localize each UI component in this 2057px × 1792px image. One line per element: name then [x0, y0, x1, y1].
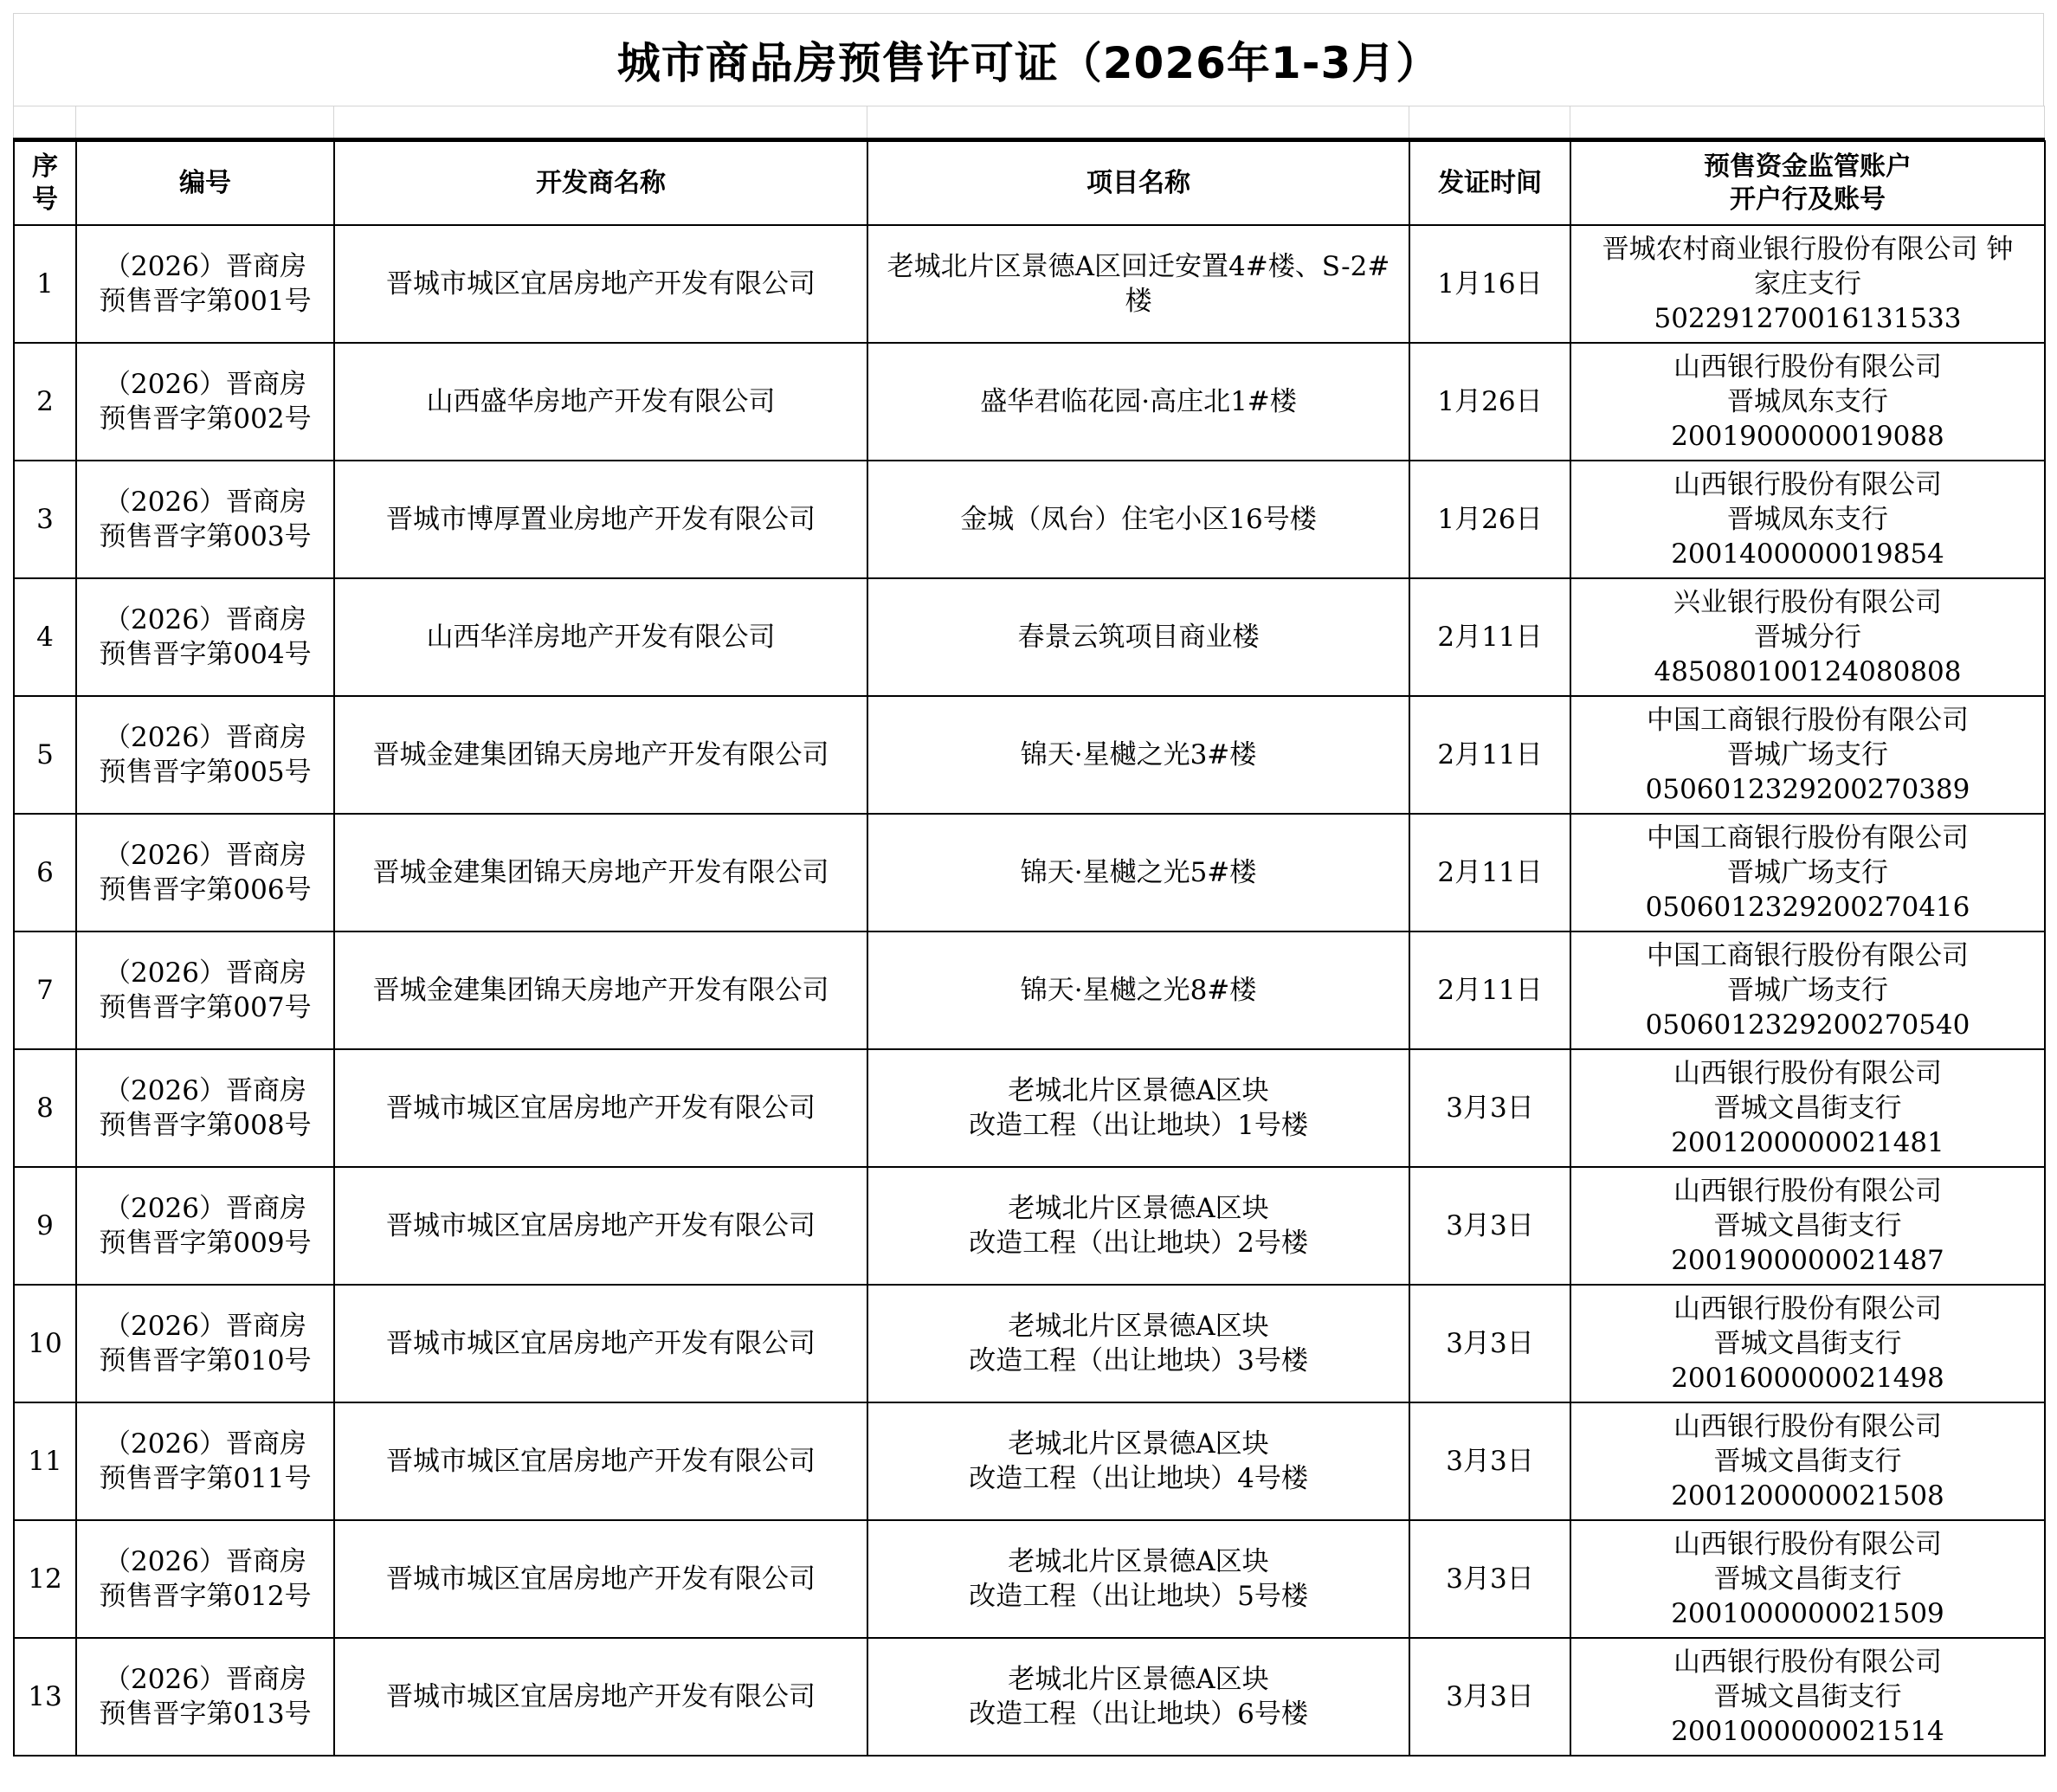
cell-project — [867, 1167, 1409, 1285]
cell-project-line: 老城北片区景德A区块 — [1008, 1311, 1269, 1342]
cell-project — [867, 696, 1409, 814]
cell-issue-date: 3月3日 — [1409, 1638, 1570, 1756]
table-row — [14, 1167, 2045, 1285]
cell-project-line: 改造工程（出让地块）5号楼 — [969, 1581, 1308, 1612]
cell-number — [76, 225, 334, 343]
cell-number-line: （2026）晋商房 — [104, 1664, 306, 1695]
table-row — [14, 1402, 2045, 1520]
cell-number-line: 预售晋字第013号 — [99, 1699, 312, 1730]
cell-serial: 5 — [14, 696, 76, 814]
table-row — [14, 578, 2045, 696]
cell-number-line: 预售晋字第010号 — [99, 1345, 312, 1376]
cell-account-line: 山西银行股份有限公司 — [1673, 351, 1942, 383]
table-row — [14, 696, 2045, 814]
cell-account-line: 2001000000021514 — [1671, 1716, 1944, 1747]
cell-serial: 3 — [14, 461, 76, 578]
table-row — [14, 1285, 2045, 1402]
cell-serial: 4 — [14, 578, 76, 696]
cell-account-line: 晋城分行 — [1754, 622, 1861, 653]
cell-issue-date: 3月3日 — [1409, 1167, 1570, 1285]
cell-project — [867, 225, 1409, 343]
cell-issue-date: 2月11日 — [1409, 814, 1570, 931]
cell-serial: 12 — [14, 1520, 76, 1638]
cell-issue-date: 1月16日 — [1409, 225, 1570, 343]
cell-developer: 晋城市城区宜居房地产开发有限公司 — [334, 1167, 867, 1285]
cell-developer: 晋城市城区宜居房地产开发有限公司 — [334, 1402, 867, 1520]
table-row — [14, 1049, 2045, 1167]
cell-project-line: 改造工程（出让地块）2号楼 — [969, 1228, 1308, 1259]
cell-account — [1570, 696, 2045, 814]
cell-developer: 晋城金建集团锦天房地产开发有限公司 — [334, 814, 867, 931]
cell-number — [76, 578, 334, 696]
cell-developer: 山西盛华房地产开发有限公司 — [334, 343, 867, 461]
cell-number-line: 预售晋字第007号 — [99, 992, 312, 1023]
cell-project — [867, 1520, 1409, 1638]
cell-account-line: 0506012329200270389 — [1645, 774, 1970, 805]
cell-number — [76, 343, 334, 461]
cell-project — [867, 1049, 1409, 1167]
cell-number-line: 预售晋字第006号 — [99, 874, 312, 906]
cell-number — [76, 696, 334, 814]
cell-project-line: 金城（凤台）住宅小区16号楼 — [960, 504, 1317, 535]
cell-serial: 6 — [14, 814, 76, 931]
cell-account-line: 山西银行股份有限公司 — [1673, 1529, 1942, 1560]
cell-project-line: 锦天·星樾之光8#楼 — [1020, 975, 1257, 1006]
cell-project-line: 锦天·星樾之光5#楼 — [1020, 857, 1257, 888]
cell-project-line: 老城北片区景德A区块 — [1008, 1546, 1269, 1577]
cell-developer: 晋城金建集团锦天房地产开发有限公司 — [334, 931, 867, 1049]
cell-developer: 山西华洋房地产开发有限公司 — [334, 578, 867, 696]
cell-number-line: 预售晋字第008号 — [99, 1110, 312, 1141]
cell-project — [867, 814, 1409, 931]
header-number: 编号 — [76, 141, 334, 225]
cell-project-line: 老城北片区景德A区块 — [1008, 1193, 1269, 1224]
cell-project-line: 改造工程（出让地块）6号楼 — [969, 1699, 1308, 1730]
cell-account-line: 晋城广场支行 — [1727, 739, 1888, 770]
cell-issue-date: 2月11日 — [1409, 578, 1570, 696]
cell-account-line: 485080100124080808 — [1654, 656, 1962, 687]
cell-serial: 10 — [14, 1285, 76, 1402]
cell-project — [867, 578, 1409, 696]
cell-serial: 13 — [14, 1638, 76, 1756]
cell-project-line: 春景云筑项目商业楼 — [1017, 622, 1260, 653]
cell-serial: 7 — [14, 931, 76, 1049]
cell-account-line: 山西银行股份有限公司 — [1673, 1293, 1942, 1325]
cell-account-line: 家庄支行 — [1754, 268, 1861, 300]
cell-project-line: 老城北片区景德A区回迁安置4#楼、S-2# — [887, 251, 1390, 282]
cell-number-line: 预售晋字第003号 — [99, 521, 312, 552]
header-account: 预售资金监管账户 开户行及账号 — [1570, 141, 2045, 225]
table-row — [14, 931, 2045, 1049]
cell-account-line: 0506012329200270540 — [1645, 1009, 1970, 1041]
cell-project-line: 楼 — [1125, 286, 1152, 317]
cell-account-line: 2001900000021487 — [1671, 1245, 1944, 1276]
cell-account-line: 2001400000019854 — [1671, 538, 1944, 570]
cell-account-line: 晋城凤东支行 — [1727, 386, 1888, 417]
cell-account — [1570, 1049, 2045, 1167]
cell-number-line: 预售晋字第009号 — [99, 1228, 312, 1259]
cell-number-line: 预售晋字第005号 — [99, 757, 312, 788]
cell-project — [867, 931, 1409, 1049]
permit-table — [13, 106, 2045, 140]
cell-account — [1570, 931, 2045, 1049]
cell-number-line: （2026）晋商房 — [104, 1193, 306, 1224]
cell-number-line: 预售晋字第011号 — [99, 1463, 312, 1494]
cell-account — [1570, 1167, 2045, 1285]
table-body — [14, 225, 2045, 1756]
spacer-row — [14, 106, 2045, 139]
cell-number-line: （2026）晋商房 — [104, 957, 306, 989]
cell-number — [76, 1049, 334, 1167]
cell-number — [76, 1285, 334, 1402]
cell-account — [1570, 1638, 2045, 1756]
cell-project-line: 锦天·星樾之光3#楼 — [1020, 739, 1257, 770]
cell-account — [1570, 1520, 2045, 1638]
cell-developer: 晋城市城区宜居房地产开发有限公司 — [334, 1049, 867, 1167]
cell-account-line: 晋城文昌街支行 — [1713, 1563, 1902, 1595]
cell-account-line: 晋城广场支行 — [1727, 857, 1888, 888]
cell-number-line: （2026）晋商房 — [104, 840, 306, 871]
cell-account-line: 中国工商银行股份有限公司 — [1647, 705, 1969, 736]
sheet-title: 城市商品房预售许可证（2026年1-3月） — [13, 13, 2044, 106]
cell-number — [76, 931, 334, 1049]
cell-account-line: 中国工商银行股份有限公司 — [1647, 822, 1969, 854]
cell-serial: 11 — [14, 1402, 76, 1520]
cell-project-line: 盛华君临花园·高庄北1#楼 — [980, 386, 1297, 417]
cell-number — [76, 1520, 334, 1638]
cell-account — [1570, 461, 2045, 578]
cell-issue-date: 3月3日 — [1409, 1049, 1570, 1167]
cell-number-line: （2026）晋商房 — [104, 722, 306, 753]
cell-account-line: 中国工商银行股份有限公司 — [1647, 940, 1969, 971]
cell-serial: 1 — [14, 225, 76, 343]
table-row — [14, 1520, 2045, 1638]
cell-serial: 9 — [14, 1167, 76, 1285]
cell-number-line: 预售晋字第012号 — [99, 1581, 312, 1612]
cell-project-line: 老城北片区景德A区块 — [1008, 1428, 1269, 1460]
cell-number-line: 预售晋字第002号 — [99, 403, 312, 435]
cell-number-line: （2026）晋商房 — [104, 1546, 306, 1577]
cell-account-line: 0506012329200270416 — [1645, 892, 1970, 923]
cell-account-line: 2001200000021508 — [1671, 1480, 1944, 1512]
cell-project-line: 改造工程（出让地块）1号楼 — [969, 1110, 1308, 1141]
cell-developer: 晋城市城区宜居房地产开发有限公司 — [334, 1520, 867, 1638]
cell-project-line: 老城北片区景德A区块 — [1008, 1664, 1269, 1695]
cell-project — [867, 461, 1409, 578]
cell-account — [1570, 343, 2045, 461]
cell-account-line: 晋城广场支行 — [1727, 975, 1888, 1006]
cell-account-line: 2001000000021509 — [1671, 1598, 1944, 1629]
cell-number-line: （2026）晋商房 — [104, 1311, 306, 1342]
cell-account-line: 晋城文昌街支行 — [1713, 1446, 1902, 1477]
header-issue-date: 发证时间 — [1409, 141, 1570, 225]
cell-number-line: （2026）晋商房 — [104, 1428, 306, 1460]
cell-account-line: 2001600000021498 — [1671, 1363, 1944, 1394]
cell-serial: 2 — [14, 343, 76, 461]
cell-number — [76, 461, 334, 578]
cell-number-line: （2026）晋商房 — [104, 604, 306, 635]
cell-issue-date: 2月11日 — [1409, 696, 1570, 814]
cell-account — [1570, 578, 2045, 696]
cell-project — [867, 343, 1409, 461]
table-row — [14, 814, 2045, 931]
cell-account-line: 2001900000019088 — [1671, 421, 1944, 452]
cell-account-line: 山西银行股份有限公司 — [1673, 1176, 1942, 1207]
cell-issue-date: 3月3日 — [1409, 1520, 1570, 1638]
cell-issue-date: 1月26日 — [1409, 343, 1570, 461]
table-row — [14, 1638, 2045, 1756]
header-project: 项目名称 — [867, 141, 1409, 225]
cell-number — [76, 814, 334, 931]
cell-developer: 晋城市博厚置业房地产开发有限公司 — [334, 461, 867, 578]
cell-account-line: 晋城文昌街支行 — [1713, 1093, 1902, 1124]
table-row — [14, 343, 2045, 461]
cell-project — [867, 1285, 1409, 1402]
permit-table-body — [13, 140, 2046, 1757]
cell-issue-date: 3月3日 — [1409, 1285, 1570, 1402]
cell-account-line: 晋城凤东支行 — [1727, 504, 1888, 535]
cell-account-line: 502291270016131533 — [1654, 303, 1962, 334]
header-serial: 序 号 — [14, 141, 76, 225]
cell-number — [76, 1167, 334, 1285]
cell-number — [76, 1638, 334, 1756]
cell-project-line: 老城北片区景德A区块 — [1008, 1075, 1269, 1106]
cell-number-line: （2026）晋商房 — [104, 487, 306, 518]
cell-number-line: （2026）晋商房 — [104, 1075, 306, 1106]
cell-developer: 晋城金建集团锦天房地产开发有限公司 — [334, 696, 867, 814]
cell-account-line: 晋城农村商业银行股份有限公司 钟 — [1602, 234, 2014, 265]
cell-project-line: 改造工程（出让地块）3号楼 — [969, 1345, 1308, 1376]
header-developer: 开发商名称 — [334, 141, 867, 225]
cell-number — [76, 1402, 334, 1520]
cell-account — [1570, 814, 2045, 931]
cell-account — [1570, 1285, 2045, 1402]
header-row — [14, 141, 2045, 225]
cell-number-line: 预售晋字第001号 — [99, 286, 312, 317]
cell-account-line: 山西银行股份有限公司 — [1673, 1058, 1942, 1089]
cell-developer: 晋城市城区宜居房地产开发有限公司 — [334, 225, 867, 343]
cell-project — [867, 1402, 1409, 1520]
cell-issue-date: 3月3日 — [1409, 1402, 1570, 1520]
cell-project — [867, 1638, 1409, 1756]
cell-developer: 晋城市城区宜居房地产开发有限公司 — [334, 1285, 867, 1402]
cell-account-line: 晋城文昌街支行 — [1713, 1328, 1902, 1359]
cell-issue-date: 1月26日 — [1409, 461, 1570, 578]
table-row — [14, 225, 2045, 343]
cell-account-line: 晋城文昌街支行 — [1713, 1681, 1902, 1712]
cell-serial: 8 — [14, 1049, 76, 1167]
cell-number-line: 预售晋字第004号 — [99, 639, 312, 670]
cell-account-line: 晋城文昌街支行 — [1713, 1210, 1902, 1241]
cell-project-line: 改造工程（出让地块）4号楼 — [969, 1463, 1308, 1494]
cell-issue-date: 2月11日 — [1409, 931, 1570, 1049]
cell-number-line: （2026）晋商房 — [104, 251, 306, 282]
cell-account-line: 山西银行股份有限公司 — [1673, 1647, 1942, 1678]
table-row — [14, 461, 2045, 578]
cell-account-line: 山西银行股份有限公司 — [1673, 1411, 1942, 1442]
cell-account — [1570, 1402, 2045, 1520]
cell-account-line: 山西银行股份有限公司 — [1673, 469, 1942, 500]
spreadsheet — [13, 13, 2044, 1757]
cell-developer: 晋城市城区宜居房地产开发有限公司 — [334, 1638, 867, 1756]
cell-number-line: （2026）晋商房 — [104, 369, 306, 400]
cell-account-line: 2001200000021481 — [1671, 1127, 1944, 1158]
cell-account-line: 兴业银行股份有限公司 — [1673, 587, 1942, 618]
cell-account — [1570, 225, 2045, 343]
